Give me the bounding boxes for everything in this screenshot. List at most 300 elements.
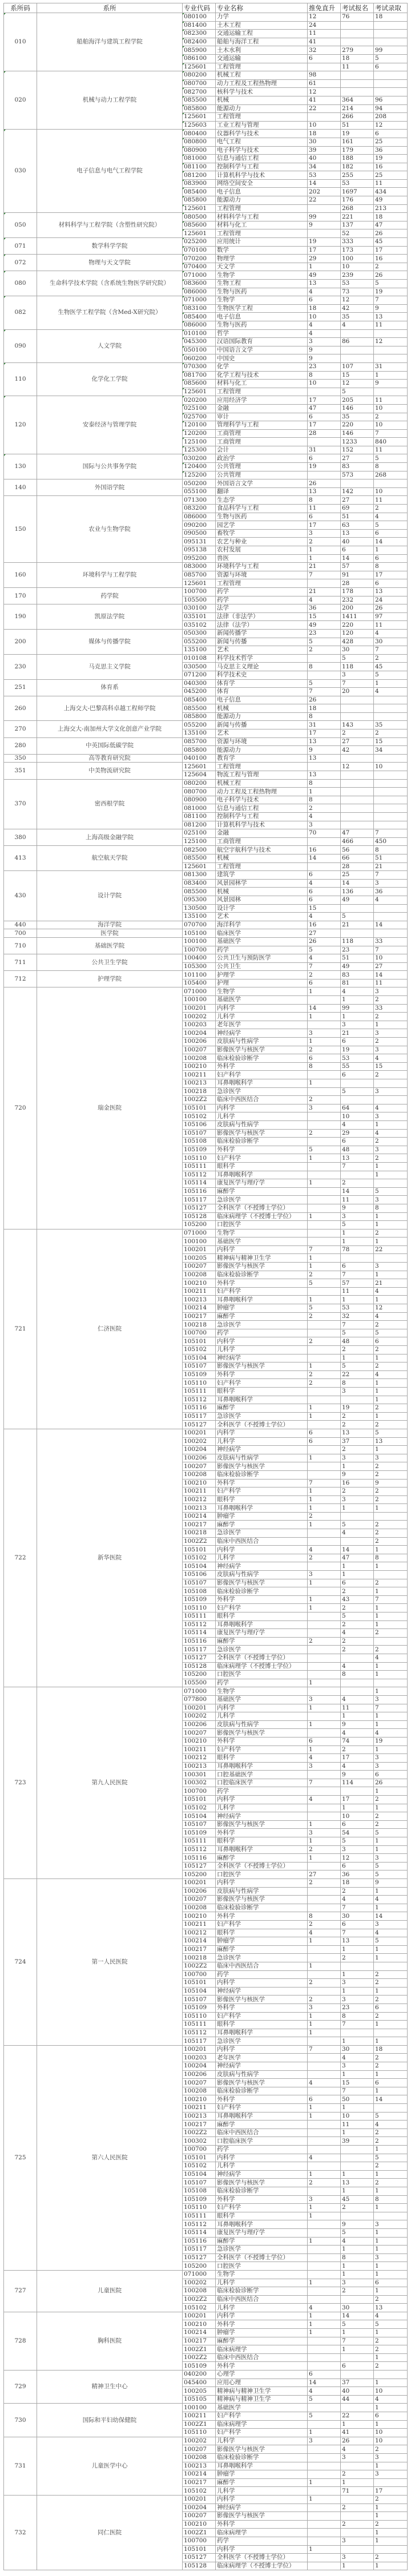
dept-code-cell: 090 (4, 329, 37, 362)
recommended-count-cell (308, 1587, 341, 1596)
major-code-cell: 100217 (183, 2478, 216, 2487)
major-name-cell: 信息与通信工程 (216, 155, 308, 163)
recommended-count-cell: 2 (308, 1312, 341, 1321)
applied-count-cell: 30 (341, 2304, 374, 2312)
recommended-count-cell: 1 (308, 788, 341, 796)
applied-count-cell: 4 (341, 987, 374, 996)
major-code-cell: 083400 (183, 879, 216, 888)
admitted-count-cell: 1 (374, 1271, 408, 1279)
major-code-cell: 060200 (183, 354, 216, 363)
major-name-cell: 肿瘤学 (216, 2329, 308, 2337)
recommended-count-cell (308, 1021, 341, 1029)
applied-count-cell: 1697 (341, 188, 374, 196)
recommended-count-cell: 1 (308, 2112, 341, 2121)
applied-count-cell: 56 (341, 846, 374, 854)
recommended-count-cell: 26 (308, 479, 341, 488)
admitted-count-cell: 7 (374, 871, 408, 880)
major-code-cell: 100201 (183, 2312, 216, 2320)
recommended-count-cell: 40 (308, 155, 341, 163)
dept-code-cell: 280 (4, 737, 37, 754)
recommended-count-cell: 26 (308, 696, 341, 704)
major-code-cell: 040100 (183, 754, 216, 763)
major-name-cell: 计算机科学与技术 (216, 171, 308, 180)
admitted-count-cell: 2 (374, 1013, 408, 1021)
recommended-count-cell: 36 (308, 604, 341, 613)
admitted-count-cell: 4 (374, 896, 408, 904)
major-code-cell: 105112 (183, 1171, 216, 1179)
major-name-cell: 临床检验诊断学 (216, 1054, 308, 1063)
applied-count-cell: 573 (341, 471, 374, 479)
recommended-count-cell: 1 (308, 987, 341, 996)
major-code-cell: 050300 (183, 629, 216, 638)
major-name-cell: 神经病学 (216, 1987, 308, 1996)
recommended-count-cell: 6 (308, 1437, 341, 1446)
table-row (4, 255, 408, 263)
dept-code-cell: 711 (4, 954, 37, 971)
major-name-cell: 生物学 (216, 987, 308, 996)
recommended-count-cell: 4 (308, 596, 341, 604)
recommended-count-cell: 12 (308, 88, 341, 96)
admitted-count-cell: 1 (374, 1887, 408, 1896)
applied-count-cell: 91 (341, 571, 374, 579)
applied-count-cell: 2 (341, 1421, 374, 1429)
admitted-count-cell: 5 (374, 1862, 408, 1870)
recommended-count-cell (308, 1787, 341, 1796)
admitted-count-cell: 2 (374, 996, 408, 1005)
major-code-cell: 100203 (183, 1021, 216, 1029)
recommended-count-cell: 70 (308, 829, 341, 838)
major-name-cell: 兽医 (216, 554, 308, 563)
recommended-count-cell: 98 (308, 71, 341, 80)
major-name-cell: 畜牧学 (216, 529, 308, 538)
applied-count-cell: 30 (341, 1912, 374, 1921)
admitted-count-cell (374, 21, 408, 30)
major-code-cell: 100214 (183, 1304, 216, 1313)
major-code-cell: 100206 (183, 2070, 216, 2079)
major-name-cell: 生物医学工程 (216, 304, 308, 313)
major-name-cell: 耳鼻咽喉科学 (216, 1504, 308, 1513)
recommended-count-cell: 1 (308, 1013, 341, 1021)
dept-code-cell: 010 (4, 13, 37, 71)
major-name-cell: 临床检验诊断学 (216, 2453, 308, 2462)
major-code-cell: 105101 (183, 2545, 216, 2554)
applied-count-cell: 2 (341, 1446, 374, 1454)
major-code-cell: 100212 (183, 1754, 216, 1763)
admitted-count-cell: 1 (374, 1604, 408, 1612)
table-row (4, 829, 408, 838)
header-recommended: 推免直升 (308, 3, 341, 13)
applied-count-cell: 3 (341, 671, 374, 679)
recommended-count-cell (308, 2246, 341, 2254)
major-code-cell: 105111 (183, 1387, 216, 1396)
recommended-count-cell (308, 1421, 341, 1429)
major-code-cell: 105104 (183, 1562, 216, 1571)
recommended-count-cell: 1 (308, 1254, 341, 1263)
recommended-count-cell: 1 (308, 2312, 341, 2320)
admitted-count-cell: 14 (374, 921, 408, 929)
major-name-cell: 内科学 (216, 1704, 308, 1712)
major-name-cell: 外科学 (216, 2362, 308, 2371)
major-code-cell: 105102 (183, 2304, 216, 2312)
applied-count-cell: 268 (341, 204, 374, 213)
applied-count-cell: 27 (341, 737, 374, 746)
recommended-count-cell: 47 (308, 404, 341, 413)
admitted-count-cell: 1 (374, 1212, 408, 1221)
applied-count-cell: 6 (341, 1071, 374, 1079)
applied-count-cell: 9 (341, 1771, 374, 1779)
major-name-cell: 神经病学 (216, 2062, 308, 2071)
major-code-cell: 105104 (183, 1987, 216, 1996)
admitted-count-cell: 26 (374, 604, 408, 613)
recommended-count-cell: 2 (308, 1512, 341, 1521)
major-name-cell: 临床检验诊断学 (216, 1271, 308, 1279)
major-name-cell: 妇产科学 (216, 2104, 308, 2113)
major-name-cell: 内科学 (216, 2154, 308, 2162)
major-name-cell: 天文学 (216, 263, 308, 271)
applied-count-cell: 50 (341, 2095, 374, 2104)
admitted-count-cell: 1 (374, 1546, 408, 1554)
major-name-cell: 园艺学 (216, 521, 308, 530)
major-name-cell: 电子信息 (216, 188, 308, 196)
major-name-cell: 皮肤病与性病学 (216, 1038, 308, 1046)
applied-count-cell (341, 904, 374, 913)
applied-count-cell: 137 (341, 221, 374, 229)
major-code-cell: 105114 (183, 1629, 216, 1638)
major-code-cell: 100211 (183, 1920, 216, 1929)
dept-code-cell: 200 (4, 629, 37, 654)
recommended-count-cell (308, 996, 341, 1005)
recommended-count-cell (308, 1120, 341, 1129)
admitted-count-cell: 6 (374, 2412, 408, 2421)
applied-count-cell: 2 (341, 1620, 374, 1629)
admitted-count-cell: 4 (374, 513, 408, 521)
admitted-count-cell: 2 (374, 1646, 408, 1654)
major-code-cell: 010108 (183, 654, 216, 663)
applied-count-cell: 4 (341, 1695, 374, 1704)
dept-name-cell: 体育系 (37, 679, 183, 696)
recommended-count-cell: 7 (308, 688, 341, 696)
recommended-count-cell: 1 (308, 1504, 341, 1513)
recommended-count-cell: 9 (308, 746, 341, 755)
admitted-count-cell: 1 (374, 1804, 408, 1812)
major-name-cell: 临床中西医结合 (216, 2128, 308, 2137)
major-code-cell: 100201 (183, 1245, 216, 1254)
major-name-cell: 耳鼻咽喉科学 (216, 1845, 308, 1854)
table-row (4, 454, 408, 463)
major-code-cell: 105102 (183, 2487, 216, 2496)
major-name-cell: 妇产科学 (216, 2012, 308, 2021)
admitted-count-cell: 6 (374, 1337, 408, 1346)
major-code-cell: 082300 (183, 30, 216, 38)
recommended-count-cell: 17 (308, 246, 341, 255)
major-code-cell: 100211 (183, 1487, 216, 1496)
admitted-count-cell: 4 (374, 1104, 408, 1112)
major-name-cell: 临床检验诊断学 (216, 1904, 308, 1912)
major-code-cell: 085600 (183, 221, 216, 229)
admitted-count-cell: 2 (374, 1154, 408, 1163)
admitted-count-cell: 5 (374, 521, 408, 530)
major-name-cell: 外科学 (216, 1912, 308, 1921)
recommended-count-cell: 1 (308, 2237, 341, 2246)
major-code-cell: 125603 (183, 121, 216, 130)
applied-count-cell: 43 (341, 1595, 374, 1604)
admitted-count-cell: 268 (374, 471, 408, 479)
dept-name-cell: 高等教育研究院 (37, 754, 183, 763)
applied-count-cell: 6 (341, 1820, 374, 1829)
admitted-count-cell: 2 (374, 2337, 408, 2345)
major-name-cell: 管理科学与工程 (216, 421, 308, 430)
admitted-count-cell: 1 (374, 1171, 408, 1179)
major-code-cell: 105105 (183, 2395, 216, 2404)
major-name-cell: 内科学 (216, 1245, 308, 1254)
admitted-count-cell: 3 (374, 1029, 408, 1038)
dept-name-cell: 安泰经济与管理学院 (37, 396, 183, 454)
applied-count-cell: 1 (341, 1237, 374, 1246)
applied-count-cell (341, 696, 374, 704)
major-code-cell: 135100 (183, 913, 216, 921)
major-name-cell: 工程管理 (216, 204, 308, 213)
recommended-count-cell: 16 (308, 846, 341, 854)
major-name-cell: 生物学 (216, 2270, 308, 2279)
dept-name-cell: 国际与公共事务学院 (37, 454, 183, 479)
major-name-cell: 电子信息 (216, 696, 308, 704)
admitted-count-cell: 8 (374, 1554, 408, 1562)
recommended-count-cell: 30 (308, 138, 341, 146)
major-name-cell: 妇产科学 (216, 1920, 308, 1929)
recommended-count-cell (308, 2287, 341, 2296)
major-code-cell: 081200 (183, 171, 216, 180)
recommended-count-cell: 6 (308, 896, 341, 904)
applied-count-cell: 25 (341, 871, 374, 880)
dept-code-cell: 712 (4, 971, 37, 987)
recommended-count-cell (308, 2420, 341, 2429)
recommended-count-cell: 1 (308, 2478, 341, 2487)
applied-count-cell: 4 (341, 1729, 374, 1738)
major-name-cell: 风景园林学 (216, 879, 308, 888)
applied-count-cell: 2 (341, 1954, 374, 1962)
applied-count-cell: 1 (341, 2104, 374, 2113)
major-name-cell: 全科医学（不授博士学位） (216, 2554, 308, 2562)
major-name-cell: 生物学 (216, 271, 308, 280)
admitted-count-cell: 14 (374, 971, 408, 979)
admitted-count-cell (374, 1079, 408, 1088)
recommended-count-cell (308, 1712, 341, 1721)
major-name-cell: 皮肤病与性病学 (216, 1720, 308, 1729)
recommended-count-cell: 1 (308, 1362, 341, 1371)
dept-name-cell: 上海交大-南加州大学文化创意产业学院 (37, 721, 183, 737)
dept-name-cell: 电子信息与电气工程学院 (37, 130, 183, 213)
recommended-count-cell (308, 1812, 341, 1821)
recommended-count-cell: 6 (308, 871, 341, 880)
admitted-count-cell (374, 904, 408, 913)
major-code-cell: 100218 (183, 1954, 216, 1962)
recommended-count-cell: 49 (308, 621, 341, 630)
admitted-count-cell: 3 (374, 2453, 408, 2462)
dept-name-cell: 第九人民医院 (37, 1687, 183, 1879)
recommended-count-cell: 4 (308, 329, 341, 338)
dept-code-cell: 413 (4, 846, 37, 871)
admitted-count-cell: 2 (374, 2062, 408, 2071)
major-code-cell: 125601 (183, 63, 216, 71)
dept-code-cell: 160 (4, 563, 37, 588)
applied-count-cell: 78 (341, 1245, 374, 1254)
major-name-cell: 精神病与精神卫生学 (216, 2387, 308, 2396)
major-name-cell: 药学 (216, 596, 308, 604)
major-name-cell: 外科学 (216, 2520, 308, 2529)
major-code-cell: 085400 (183, 188, 216, 196)
major-name-cell: 儿科学 (216, 2162, 308, 2171)
major-code-cell: 080900 (183, 146, 216, 155)
admitted-count-cell: 2 (374, 654, 408, 663)
admitted-count-cell: 1 (374, 1562, 408, 1571)
recommended-count-cell: 3 (308, 1695, 341, 1704)
major-code-cell: 105127 (183, 1204, 216, 1212)
major-code-cell: 100201 (183, 1704, 216, 1712)
major-code-cell: 020200 (183, 396, 216, 405)
major-name-cell: 药学 (216, 1679, 308, 1687)
major-code-cell: 085900 (183, 46, 216, 55)
applied-count-cell: 3 (341, 2279, 374, 2287)
admitted-count-cell: 21 (374, 1279, 408, 1288)
recommended-count-cell (308, 1346, 341, 1354)
major-code-cell: 025700 (183, 413, 216, 421)
recommended-count-cell (308, 2537, 341, 2545)
major-code-cell: 100214 (183, 1937, 216, 1946)
major-name-cell: 影像医学与核医学 (216, 1362, 308, 1371)
applied-count-cell: 7 (341, 1271, 374, 1279)
major-code-cell: 105102 (183, 1346, 216, 1354)
recommended-count-cell: 6 (308, 296, 341, 305)
dept-name-cell: 环境科学与工程学院 (37, 563, 183, 588)
applied-count-cell: 161 (341, 138, 374, 146)
applied-count-cell: 71 (341, 2487, 374, 2496)
major-name-cell: 食品科学与工程 (216, 505, 308, 513)
admitted-count-cell: 1 (374, 2462, 408, 2470)
dept-name-cell: 儿童医学中心 (37, 2437, 183, 2495)
applied-count-cell: 23 (341, 946, 374, 954)
table-row (4, 679, 408, 688)
major-code-cell: 100210 (183, 1912, 216, 1921)
admitted-count-cell: 1 (374, 1671, 408, 1679)
major-code-cell: 095200 (183, 554, 216, 563)
applied-count-cell: 21 (341, 1029, 374, 1038)
applied-count-cell (341, 88, 374, 96)
major-name-cell: 妇产科学 (216, 1487, 308, 1496)
admitted-count-cell: 13 (374, 313, 408, 321)
admitted-count-cell: 1 (374, 2087, 408, 2095)
admitted-count-cell: 26 (374, 1779, 408, 1787)
admitted-count-cell: 99 (374, 46, 408, 55)
recommended-count-cell: 1 (308, 1521, 341, 1529)
applied-count-cell: 107 (341, 362, 374, 371)
dept-code-cell: 724 (4, 1879, 37, 2046)
major-code-cell: 100700 (183, 946, 216, 954)
recommended-count-cell: 53 (308, 171, 341, 180)
major-code-cell: 045300 (183, 338, 216, 346)
admitted-count-cell: 1 (374, 1587, 408, 1596)
recommended-count-cell: 99 (308, 213, 341, 221)
applied-count-cell: 53 (341, 179, 374, 188)
recommended-count-cell: 12 (308, 13, 341, 22)
applied-count-cell (341, 1679, 374, 1687)
admitted-count-cell: 1 (374, 1904, 408, 1912)
major-name-cell: 临床检验诊断学 (216, 1587, 308, 1596)
admitted-count-cell: 3 (374, 987, 408, 996)
admitted-count-cell: 2 (374, 729, 408, 738)
admitted-count-cell: 1 (374, 2512, 408, 2521)
major-code-cell: 045400 (183, 2379, 216, 2387)
recommended-count-cell: 6 (308, 2371, 341, 2379)
applied-count-cell (341, 2512, 374, 2521)
applied-count-cell: 13 (341, 1429, 374, 1437)
admitted-count-cell: 6 (374, 2003, 408, 2012)
admitted-count-cell: 1 (374, 1021, 408, 1029)
applied-count-cell: 7 (341, 1904, 374, 1912)
admitted-count-cell: 208 (374, 113, 408, 122)
recommended-count-cell: 6 (308, 413, 341, 421)
admitted-count-cell: 2 (374, 2295, 408, 2304)
applied-count-cell: 66 (341, 854, 374, 862)
admitted-count-cell: 5 (374, 1329, 408, 1337)
recommended-count-cell (308, 471, 341, 479)
major-name-cell: 控制科学与工程 (216, 163, 308, 171)
admitted-count-cell: 5 (374, 1829, 408, 1837)
applied-count-cell: 8 (341, 2012, 374, 2021)
applied-count-cell (341, 1254, 374, 1263)
major-name-cell: 工程管理 (216, 862, 308, 871)
admitted-count-cell: 1 (374, 1612, 408, 1621)
major-code-cell: 1002Z1 (183, 2529, 216, 2537)
admitted-count-cell: 1 (374, 1396, 408, 1404)
applied-count-cell (341, 2529, 374, 2537)
recommended-count-cell (308, 2554, 341, 2562)
recommended-count-cell (308, 2562, 341, 2570)
major-code-cell: 105116 (183, 1854, 216, 1863)
major-name-cell: 体育学 (216, 679, 308, 688)
major-code-cell: 086100 (183, 54, 216, 63)
admitted-count-cell: 2 (374, 1537, 408, 1546)
major-name-cell: 口腔医学 (216, 1870, 308, 1879)
admitted-count-cell: 1 (374, 2146, 408, 2154)
major-name-cell: 生物学 (216, 296, 308, 305)
major-name-cell: 神经病学 (216, 2170, 308, 2179)
applied-count-cell: 14 (341, 2312, 374, 2320)
major-code-cell: 070200 (183, 255, 216, 263)
recommended-count-cell: 1 (308, 1487, 341, 1496)
admitted-count-cell: 12 (374, 1304, 408, 1313)
dept-code-cell: 350 (4, 754, 37, 763)
major-name-cell: 肿瘤学 (216, 1512, 308, 1521)
applied-count-cell: 76 (341, 13, 374, 22)
admitted-count-cell: 22 (374, 1245, 408, 1254)
dept-name-cell: 航空航天学院 (37, 846, 183, 871)
recommended-count-cell: 3 (308, 821, 341, 829)
applied-count-cell: 37 (341, 2379, 374, 2387)
major-name-cell: 哲学 (216, 329, 308, 338)
major-code-cell: 105200 (183, 1870, 216, 1879)
major-code-cell: 100201 (183, 2045, 216, 2054)
applied-count-cell: 64 (341, 1104, 374, 1112)
applied-count-cell: 8 (341, 1671, 374, 1679)
admitted-count-cell: 3 (374, 2254, 408, 2262)
major-name-cell: 儿科学 (216, 2437, 308, 2445)
recommended-count-cell (308, 1321, 341, 1329)
recommended-count-cell: 1 (308, 1212, 341, 1221)
major-code-cell: 100700 (183, 1787, 216, 1796)
applied-count-cell: 47 (341, 829, 374, 838)
applied-count-cell: 1 (341, 1712, 374, 1721)
recommended-count-cell (308, 2529, 341, 2537)
